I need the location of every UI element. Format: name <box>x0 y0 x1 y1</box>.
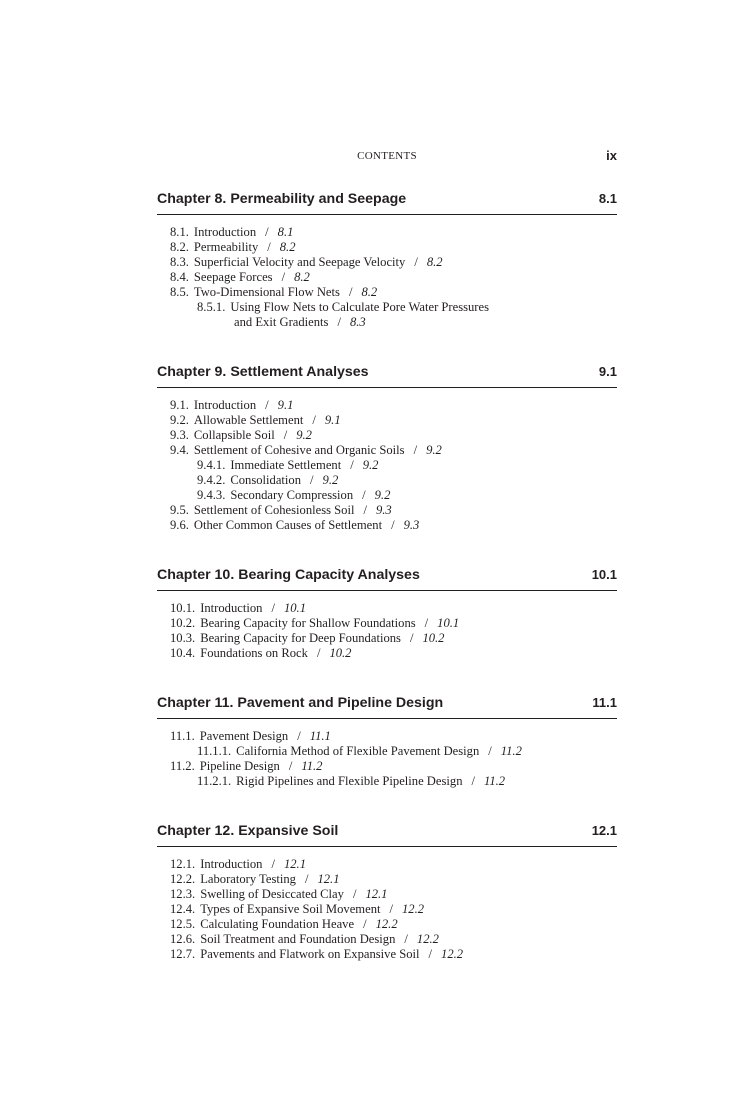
section-number: 8.5.1. <box>197 300 226 314</box>
toc-entry <box>157 917 617 932</box>
section-page-number: 12.2 <box>375 917 398 931</box>
section-page-number: 9.2 <box>362 458 379 472</box>
section-title: Swelling of Desiccated Clay <box>200 887 344 901</box>
section-number: 9.4.2. <box>197 473 226 487</box>
toc-entry <box>157 225 617 240</box>
section-title: Settlement of Cohesionless Soil <box>193 503 355 517</box>
section-title: Secondary Compression <box>230 488 354 502</box>
page-separator: / <box>391 518 395 532</box>
section-title: Calculating Foundation Heave <box>200 917 355 931</box>
section-title: Introduction <box>193 225 257 239</box>
section-title: Laboratory Testing <box>200 872 296 886</box>
section-title: Allowable Settlement <box>193 413 304 427</box>
section-number: 12.6. <box>170 932 196 946</box>
section-title: Immediate Settlement <box>230 458 342 472</box>
section-title: Introduction <box>193 398 257 412</box>
page-separator: / <box>414 255 418 269</box>
toc-entry <box>157 488 617 503</box>
chapter-section <box>157 567 617 661</box>
section-page-number: 8.2 <box>294 270 310 284</box>
page-separator: / <box>488 744 492 758</box>
page-separator: / <box>310 473 314 487</box>
section-number: 10.1. <box>170 601 196 615</box>
chapter-heading <box>157 567 617 591</box>
section-number: 11.2.1. <box>197 774 232 788</box>
section-title: and Exit Gradients <box>234 315 329 329</box>
section-title: Foundations on Rock <box>200 646 308 660</box>
section-number: 11.1.1. <box>197 744 232 758</box>
chapter-page-number: 10.1 <box>591 567 617 582</box>
section-page-number: 12.2 <box>441 947 464 961</box>
chapter-title: Chapter 10. Bearing Capacity Analyses <box>157 567 420 583</box>
section-number: 9.1. <box>170 398 189 412</box>
section-page-number: 11.2 <box>500 744 522 758</box>
section-title: Other Common Causes of Settlement <box>193 518 383 532</box>
page-separator: / <box>409 631 414 645</box>
chapter-heading <box>157 823 617 847</box>
section-page-number: 9.2 <box>322 473 339 487</box>
page-separator: / <box>363 917 367 931</box>
table-of-contents <box>157 191 617 996</box>
section-title: Soil Treatment and Foundation Design <box>200 932 396 946</box>
chapter-page-number: 9.1 <box>598 364 617 379</box>
section-title: Introduction <box>200 601 263 615</box>
chapter-page-number: 11.1 <box>592 695 617 710</box>
section-number: 12.7. <box>170 947 196 961</box>
page-separator: / <box>352 887 357 901</box>
toc-entry <box>157 315 617 330</box>
section-page-number: 11.1 <box>309 729 331 743</box>
section-title: Bearing Capacity for Deep Foundations <box>200 631 401 645</box>
entry-list <box>157 398 617 533</box>
section-title: Collapsible Soil <box>193 428 275 442</box>
section-page-number: 12.1 <box>283 857 306 871</box>
page-separator: / <box>337 315 341 329</box>
section-title: Superficial Velocity and Seepage Velocity <box>193 255 406 269</box>
section-number: 9.4. <box>170 443 189 457</box>
toc-entry <box>157 887 617 902</box>
section-page-number: 10.1 <box>437 616 460 630</box>
toc-entry <box>157 774 617 789</box>
section-page-number: 8.2 <box>426 255 443 269</box>
toc-entry <box>157 270 617 285</box>
section-title: Two-Dimensional Flow Nets <box>193 285 340 299</box>
section-page-number: 10.2 <box>422 631 445 645</box>
chapter-section <box>157 695 617 789</box>
page-separator: / <box>283 428 288 442</box>
toc-entry <box>157 631 617 646</box>
section-number: 9.2. <box>170 413 189 427</box>
page-separator: / <box>271 857 275 871</box>
page-separator: / <box>271 601 275 615</box>
section-title: Rigid Pipelines and Flexible Pipeline Design <box>236 774 463 788</box>
section-page-number: 11.2 <box>301 759 323 773</box>
section-number: 9.4.1. <box>197 458 226 472</box>
page-separator: / <box>389 902 393 916</box>
chapter-section <box>157 191 617 330</box>
page-separator: / <box>316 646 321 660</box>
toc-entry <box>157 616 617 631</box>
page-separator: / <box>404 932 408 946</box>
entry-list <box>157 729 617 789</box>
section-number: 12.3. <box>170 887 196 901</box>
section-page-number: 8.2 <box>279 240 296 254</box>
page-separator: / <box>363 503 367 517</box>
section-page-number: 12.2 <box>416 932 439 946</box>
page-separator: / <box>424 616 429 630</box>
page-separator: / <box>312 413 316 427</box>
page-separator: / <box>267 240 271 254</box>
section-number: 8.3. <box>170 255 189 269</box>
section-page-number: 9.3 <box>403 518 420 532</box>
section-page-number: 12.2 <box>402 902 425 916</box>
chapter-heading <box>157 191 617 215</box>
chapter-heading <box>157 695 617 719</box>
section-number: 9.5. <box>170 503 189 517</box>
chapter-section <box>157 823 617 962</box>
toc-entry <box>157 947 617 962</box>
page-separator: / <box>265 225 269 239</box>
page-separator: / <box>362 488 366 502</box>
section-page-number: 10.1 <box>283 601 306 615</box>
section-page-number: 8.2 <box>361 285 378 299</box>
section-page-number: 9.1 <box>324 413 341 427</box>
chapter-title: Chapter 9. Settlement Analyses <box>157 364 369 380</box>
toc-entry <box>157 503 617 518</box>
page-separator: / <box>281 270 286 284</box>
section-number: 12.1. <box>170 857 196 871</box>
section-title: Permeability <box>193 240 259 254</box>
chapter-page-number: 12.1 <box>591 823 617 838</box>
section-title: Pavements and Flatwork on Expansive Soil <box>200 947 420 961</box>
toc-entry <box>157 872 617 887</box>
section-page-number: 10.2 <box>329 646 352 660</box>
section-title: Introduction <box>200 857 263 871</box>
section-page-number: 8.3 <box>349 315 366 329</box>
section-number: 8.5. <box>170 285 189 299</box>
section-page-number: 11.2 <box>484 774 506 788</box>
section-number: 12.5. <box>170 917 196 931</box>
section-number: 12.2. <box>170 872 196 886</box>
toc-entry <box>157 428 617 443</box>
section-number: 11.1. <box>170 729 195 743</box>
section-title: Consolidation <box>230 473 302 487</box>
section-page-number: 9.2 <box>296 428 312 442</box>
chapter-heading <box>157 364 617 388</box>
section-page-number: 9.2 <box>374 488 391 502</box>
section-number: 9.4.3. <box>197 488 226 502</box>
toc-entry <box>157 932 617 947</box>
section-title: Bearing Capacity for Shallow Foundations <box>200 616 416 630</box>
section-title: Seepage Forces <box>193 270 273 284</box>
page-separator: / <box>304 872 309 886</box>
chapter-section <box>157 364 617 533</box>
section-number: 8.2. <box>170 240 189 254</box>
running-title: CONTENTS <box>357 150 417 162</box>
page-separator: / <box>297 729 301 743</box>
section-page-number: 12.1 <box>365 887 388 901</box>
running-head <box>157 148 617 166</box>
section-title: Pipeline Design <box>199 759 280 773</box>
page-separator: / <box>348 285 353 299</box>
toc-entry <box>157 398 617 413</box>
toc-entry <box>157 744 617 759</box>
chapter-title: Chapter 12. Expansive Soil <box>157 823 339 839</box>
section-number: 12.4. <box>170 902 196 916</box>
section-page-number: 9.3 <box>375 503 392 517</box>
toc-entry <box>157 255 617 270</box>
chapter-page-number: 8.1 <box>598 191 617 206</box>
page-separator: / <box>413 443 418 457</box>
section-number: 10.2. <box>170 616 196 630</box>
section-number: 9.3. <box>170 428 189 442</box>
entry-list <box>157 857 617 962</box>
toc-entry <box>157 458 617 473</box>
section-title: Types of Expansive Soil Movement <box>200 902 381 916</box>
section-number: 9.6. <box>170 518 189 532</box>
chapter-title: Chapter 11. Pavement and Pipeline Design <box>157 695 444 711</box>
page-separator: / <box>265 398 269 412</box>
toc-entry <box>157 759 617 774</box>
section-number: 8.4. <box>170 270 189 284</box>
toc-entry <box>157 857 617 872</box>
section-title: Pavement Design <box>199 729 289 743</box>
toc-entry <box>157 285 617 300</box>
section-number: 11.2. <box>170 759 195 773</box>
toc-entry <box>157 729 617 744</box>
toc-entry <box>157 443 617 458</box>
page-number: ix <box>606 148 617 163</box>
toc-entry <box>157 601 617 616</box>
page-separator: / <box>350 458 354 472</box>
toc-entry <box>157 518 617 533</box>
section-title: Settlement of Cohesive and Organic Soils <box>193 443 405 457</box>
section-number: 10.4. <box>170 646 196 660</box>
page-separator: / <box>428 947 433 961</box>
section-number: 8.1. <box>170 225 189 239</box>
section-page-number: 9.2 <box>426 443 442 457</box>
toc-entry <box>157 300 617 315</box>
page-separator: / <box>471 774 475 788</box>
section-title: California Method of Flexible Pavement Design <box>236 744 480 758</box>
chapter-title: Chapter 8. Permeability and Seepage <box>157 191 407 207</box>
toc-entry <box>157 646 617 661</box>
toc-entry <box>157 413 617 428</box>
section-page-number: 9.1 <box>277 398 294 412</box>
toc-entry <box>157 902 617 917</box>
entry-list <box>157 225 617 330</box>
page-separator: / <box>288 759 293 773</box>
section-title: Using Flow Nets to Calculate Pore Water Pressures <box>230 300 489 314</box>
toc-entry <box>157 473 617 488</box>
section-number: 10.3. <box>170 631 196 645</box>
section-page-number: 8.1 <box>277 225 294 239</box>
toc-entry <box>157 240 617 255</box>
entry-list <box>157 601 617 661</box>
section-page-number: 12.1 <box>317 872 340 886</box>
